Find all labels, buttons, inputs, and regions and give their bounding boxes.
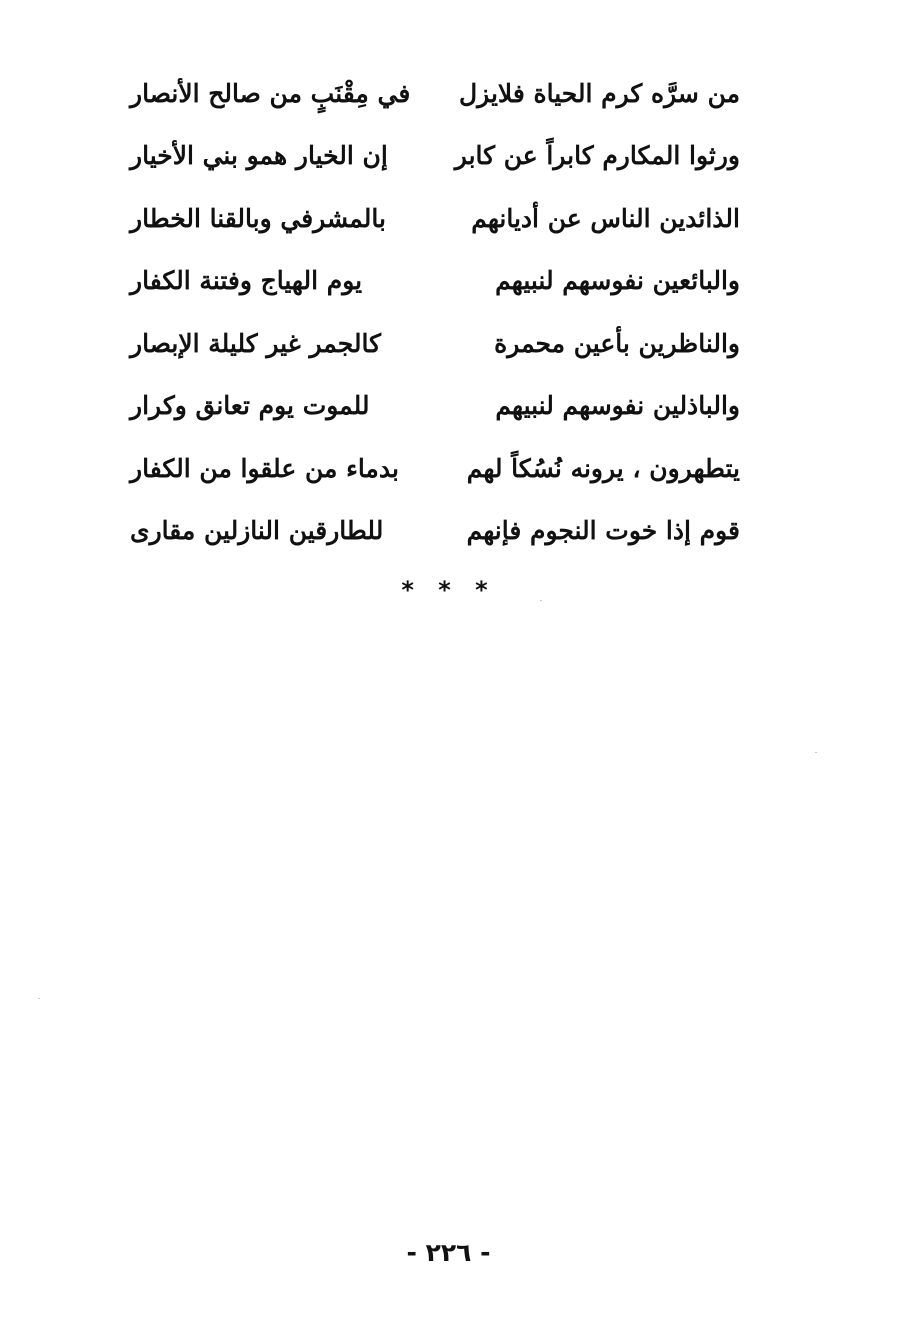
first-hemistich: والباذلين نفوسهم لنبيهم [495, 391, 740, 421]
second-hemistich: للموت يوم تعانق وكرار [130, 391, 370, 421]
scan-speck [815, 752, 817, 753]
second-hemistich: إن الخيار همو بني الأخيار [130, 141, 388, 171]
first-hemistich: الذائدين الناس عن أديانهم [471, 203, 740, 233]
poem-verse [130, 125, 740, 188]
poem-verse [130, 500, 740, 563]
poem-verse [130, 375, 740, 438]
first-hemistich: ورثوا المكارم كابراً عن كابر [454, 141, 740, 171]
poem-verse [130, 187, 740, 250]
first-hemistich: والبائعين نفوسهم لنبيهم [495, 266, 740, 296]
page-number: - ٢٢٦ - [406, 1238, 491, 1267]
poem-verse [130, 250, 740, 313]
second-hemistich: في مِقْنَبٍ من صالح الأنصار [130, 78, 411, 108]
second-hemistich: بالمشرفي وبالقنا الخطار [130, 203, 386, 233]
poem-verse [130, 62, 740, 125]
scan-speck [38, 998, 40, 999]
first-hemistich: والناظرين بأعين محمرة [494, 328, 740, 358]
first-hemistich: يتطهرون ، يرونه نُسُكاً لهم [466, 453, 740, 483]
section-separator: * * * [401, 576, 496, 604]
second-hemistich: يوم الهياج وفتنة الكفار [130, 266, 363, 296]
scan-speck [540, 600, 542, 601]
poem-verse [130, 437, 740, 500]
second-hemistich: بدماء من علقوا من الكفار [130, 453, 399, 483]
poem-verse [130, 312, 740, 375]
first-hemistich: قوم إذا خوت النجوم فإنهم [466, 516, 740, 546]
first-hemistich: من سرَّه كرم الحياة فلايزل [459, 78, 740, 108]
second-hemistich: كالجمر غير كليلة الإبصار [130, 328, 381, 358]
poem [130, 62, 740, 562]
second-hemistich: للطارقين النازلين مقارى [130, 516, 384, 546]
